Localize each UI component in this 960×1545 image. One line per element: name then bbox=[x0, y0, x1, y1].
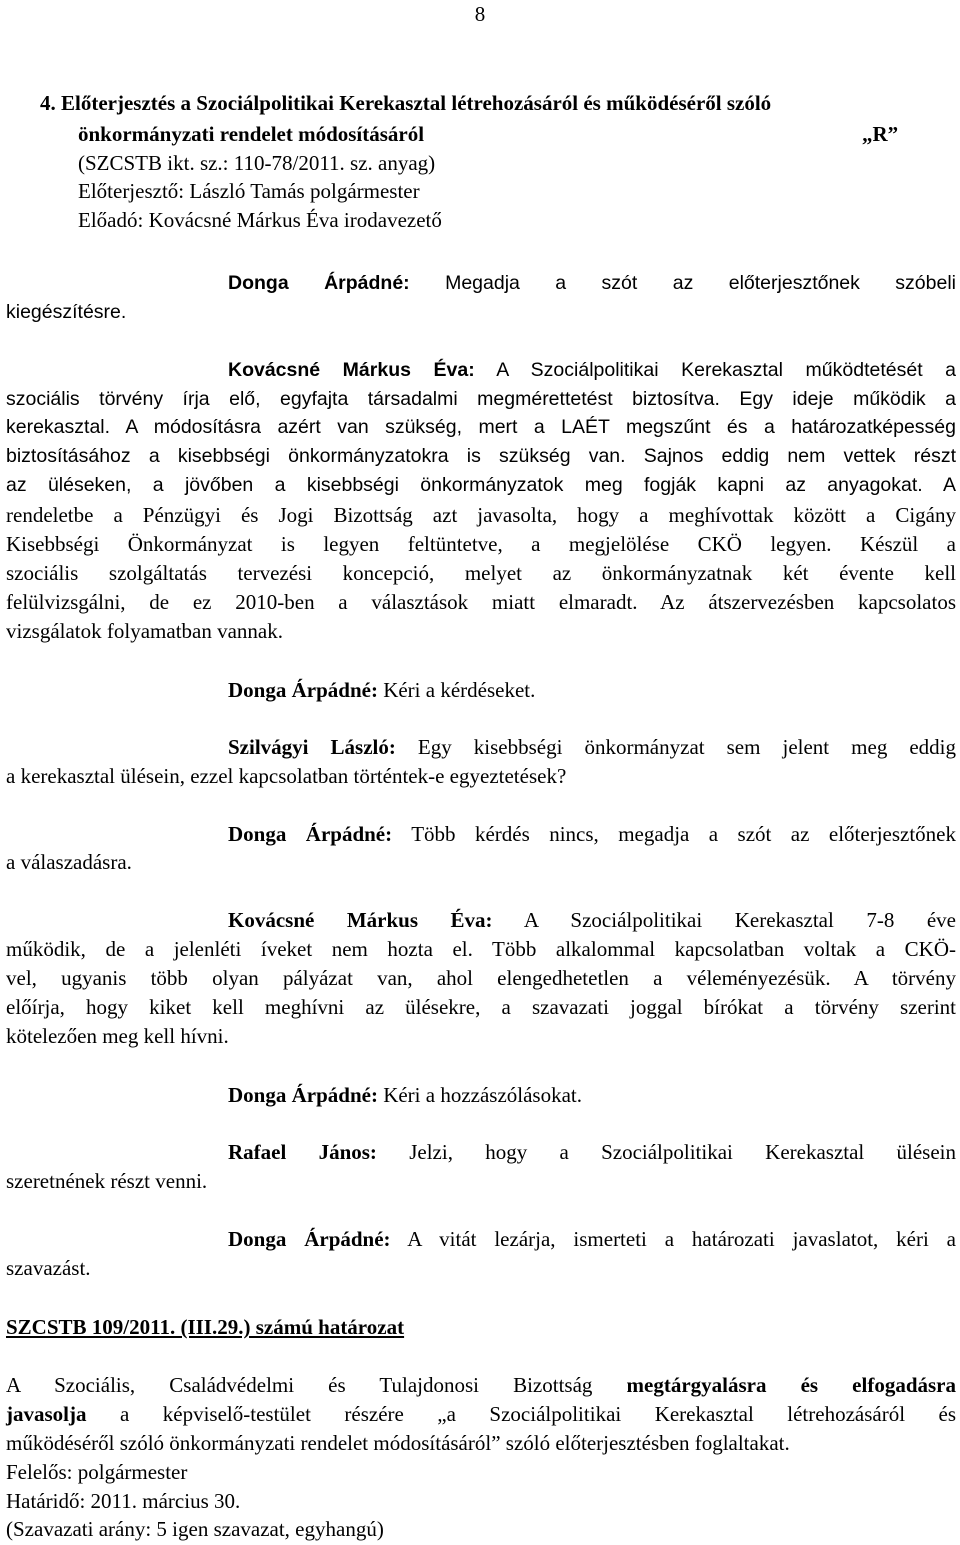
speaker-name: Kovácsné Márkus Éva: bbox=[228, 908, 493, 932]
resolution-responsible: Felelős: polgármester bbox=[6, 1460, 188, 1484]
paragraph-line: vel, ugyanis több olyan pályázat van, ahol elengedhetetlen a véleményezésük. A törvény bbox=[6, 966, 956, 990]
speech-text: Jelzi, hogy a Szociálpolitikai Kerekasztal ülésein bbox=[409, 1140, 957, 1164]
speaker-name: Rafael János: bbox=[228, 1140, 377, 1164]
paragraph-line: az üléseken, a jövőben a kisebbségi önkormányzatok meg fogják kapni az anyagokat. A bbox=[6, 474, 956, 496]
paragraph-line: felülvizsgálni, de ez 2010-ben a választások miatt elmaradt. Az átszervezésben kapcsolatos bbox=[6, 590, 956, 614]
paragraph-line: biztosításához a kisebbségi önkormányzatokra is szükség van. Sajnos eddig nem vettek részt bbox=[6, 445, 956, 467]
speech-text: A Szociálpolitikai Kerekasztal működtetését a bbox=[496, 359, 956, 381]
speaker-name: Donga Árpádné: bbox=[228, 822, 393, 846]
item-presenter: Előadó: Kovácsné Márkus Éva irodavezető bbox=[78, 208, 442, 232]
paragraph-donga-4 bbox=[228, 1081, 582, 1109]
speaker-name: Szilvágyi László: bbox=[228, 735, 396, 759]
paragraph-line bbox=[228, 356, 956, 384]
resolution-emphasis: megtárgyalásra és elfogadásra bbox=[626, 1373, 956, 1397]
paragraph-line bbox=[228, 733, 956, 761]
resolution-text: a képviselő-testület részére „a Szociálpolitikai Kerekasztal létrehozásáról és bbox=[119, 1402, 957, 1426]
paragraph-line bbox=[228, 269, 956, 297]
paragraph-line: kötelezően meg kell hívni. bbox=[6, 1024, 229, 1048]
paragraph-line: szavazást. bbox=[6, 1256, 91, 1280]
paragraph-line: Kisebbségi Önkormányzat is legyen feltüntetve, a megjelölése CKÖ legyen. Készül a bbox=[6, 532, 956, 556]
item-reference: (SZCSTB ikt. sz.: 110-78/2011. sz. anyag) bbox=[78, 151, 436, 175]
paragraph-line: szeretnének részt venni. bbox=[6, 1169, 208, 1193]
paragraph-line: működik, de a jelenléti íveket nem hozta el. Több alkalommal kapcsolatban voltak a CKÖ- bbox=[6, 937, 956, 961]
paragraph-line bbox=[228, 1225, 956, 1253]
paragraph-line: szociális szolgáltatás tervezési koncepció, melyet az önkormányzatnak két évente kell bbox=[6, 561, 956, 585]
resolution-vote: (Szavazati arány: 5 igen szavazat, egyhangú) bbox=[6, 1517, 384, 1541]
paragraph-line: rendeletbe a Pénzügyi és Jogi Bizottság azt javasolta, hogy a meghívottak között a Cigány bbox=[6, 503, 956, 527]
paragraph-line: működéséről szóló önkormányzati rendelet módosításáról” szóló előterjesztésben foglaltakat. bbox=[6, 1431, 790, 1455]
paragraph-line: kerekasztal. A módosításra azért van szükség, mert a LAÉT megszűnt és a határozatképesség bbox=[6, 416, 956, 438]
paragraph-line bbox=[6, 1400, 956, 1428]
speaker-name: Donga Árpádné: bbox=[228, 1227, 391, 1251]
paragraph-line bbox=[228, 906, 956, 934]
resolution-deadline: Határidő: 2011. március 30. bbox=[6, 1489, 241, 1513]
speech-text: A vitát lezárja, ismerteti a határozati javaslatot, kéri a bbox=[407, 1227, 957, 1251]
speaker-name: Kovácsné Márkus Éva: bbox=[228, 359, 475, 381]
item-title-line2: önkormányzati rendelet módosításáról bbox=[78, 122, 425, 146]
paragraph-line bbox=[228, 1138, 956, 1166]
paragraph-line: előírja, hogy kiket kell meghívni az ülésekre, a szavazati joggal bírókat a törvény szerint bbox=[6, 995, 956, 1019]
paragraph-line: a válaszadásra. bbox=[6, 850, 132, 874]
paragraph-line: a kerekasztal ülésein, ezzel kapcsolatban történtek-e egyeztetések? bbox=[6, 764, 567, 788]
speaker-name: Donga Árpádné: bbox=[228, 1083, 378, 1107]
item-title-mark: „R” bbox=[862, 122, 899, 146]
speech-text: Kéri a kérdéseket. bbox=[383, 678, 536, 702]
speaker-name: Donga Árpádné: bbox=[228, 272, 410, 294]
item-title-line1: 4. Előterjesztés a Szociálpolitikai Kerekasztal létrehozásáról és működéséről szóló bbox=[40, 91, 772, 115]
paragraph-donga-2 bbox=[228, 676, 535, 704]
speech-text: Kéri a hozzászólásokat. bbox=[383, 1083, 583, 1107]
page-number: 8 bbox=[474, 2, 486, 26]
paragraph-line: vizsgálatok folyamatban vannak. bbox=[6, 619, 283, 643]
resolution-emphasis: javasolja bbox=[6, 1402, 87, 1426]
speech-text: Megadja a szót az előterjesztőnek szóbeli bbox=[445, 272, 957, 294]
paragraph-line: szociális törvény írja elő, egyfajta társadalmi megmérettetést biztosítva. Egy ideje működik a bbox=[6, 388, 956, 410]
speech-text: Egy kisebbségi önkormányzat sem jelent meg eddig bbox=[417, 735, 957, 759]
item-proposer: Előterjesztő: László Tamás polgármester bbox=[78, 179, 420, 203]
speech-text: A Szociálpolitikai Kerekasztal 7-8 éve bbox=[523, 908, 956, 932]
paragraph-line bbox=[6, 1371, 956, 1399]
paragraph-line: kiegészítésre. bbox=[6, 301, 127, 323]
speech-text: Több kérdés nincs, megadja a szót az előterjesztőnek bbox=[411, 822, 956, 846]
paragraph-line bbox=[228, 820, 956, 848]
resolution-heading: SZCSTB 109/2011. (III.29.) számú határozat bbox=[6, 1315, 405, 1339]
resolution-text: A Szociális, Családvédelmi és Tulajdonosi Bizottság bbox=[6, 1373, 593, 1397]
speaker-name: Donga Árpádné: bbox=[228, 678, 378, 702]
